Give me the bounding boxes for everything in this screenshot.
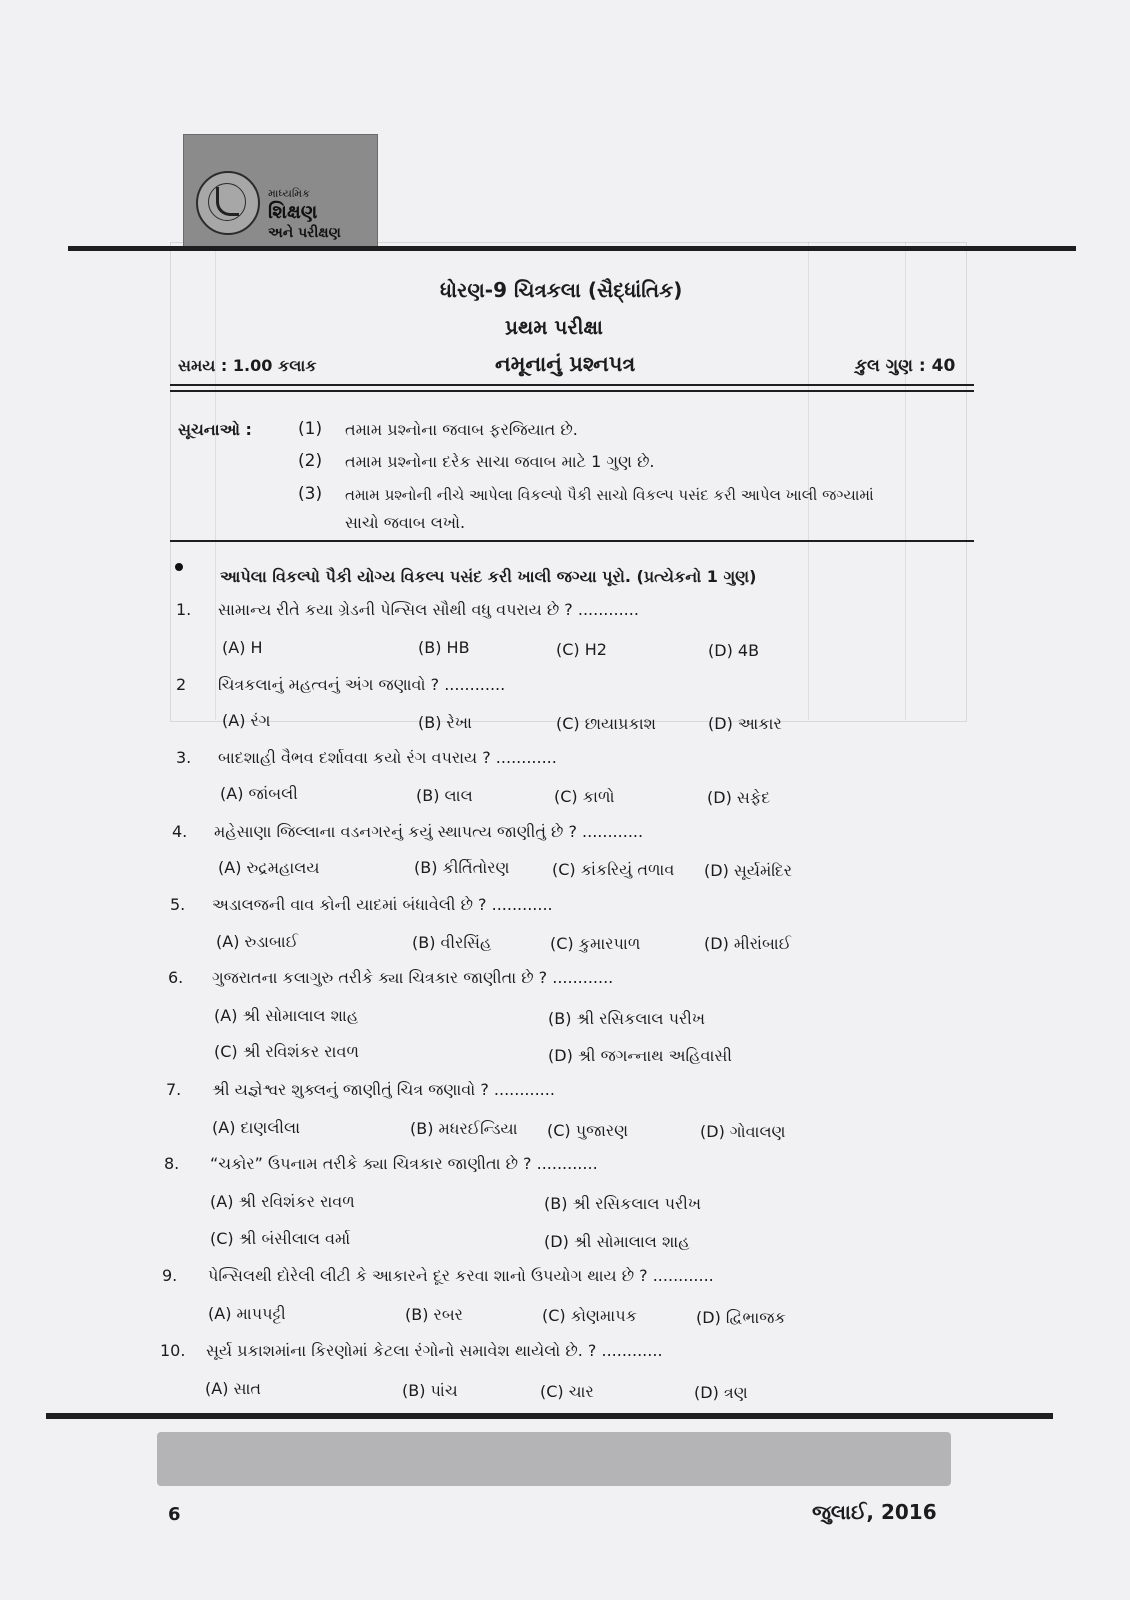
issue-date: જુલાઈ, 2016 <box>812 1500 937 1524</box>
option-c: (C) ચાર <box>540 1382 594 1401</box>
instruction-number: (3) <box>298 484 323 504</box>
instruction-text: તમામ પ્રશ્નોની નીચે આપેલા વિકલ્પો પૈકી સાચો વિકલ્પ પસંદ કરી આપેલ ખાલી જગ્યામાં <box>345 486 874 504</box>
question-number: 5. <box>170 895 186 914</box>
publication-logo <box>183 134 378 251</box>
option-c: (C) કુમારપાળ <box>550 934 641 953</box>
option-b: (B) લાલ <box>416 786 473 805</box>
option-a: (A) H <box>222 638 263 657</box>
option-d: (D) ગોવાલણ <box>700 1122 786 1141</box>
option-d: (D) 4B <box>708 641 760 660</box>
bleed-through-line <box>215 242 216 720</box>
bullet-icon <box>175 563 183 571</box>
divider <box>170 390 974 392</box>
total-marks: કુલ ગુણ : 40 <box>855 356 956 376</box>
question-number: 8. <box>164 1154 180 1173</box>
option-b: (B) મધરઈન્ડિયા <box>410 1119 518 1138</box>
option-b: (B) રેખા <box>418 713 472 732</box>
option-d: (D) આકાર <box>708 714 782 733</box>
option-d: (D) શ્રી સોમાલાલ શાહ <box>544 1232 690 1251</box>
question-text: સૂર્ય પ્રકાશમાંના કિરણોમાં કેટલા રંગોનો સમાવેશ થાયેલો છે. ? ............ <box>206 1341 663 1360</box>
option-b: (B) શ્રી રસિકલાલ પરીખ <box>544 1194 701 1213</box>
question-text: ચિત્રકલાનું મહત્વનું અંગ જણાવો ? ............ <box>218 675 506 694</box>
time-allowed: સમય : 1.00 કલાક <box>178 356 317 375</box>
option-b: (B) શ્રી રસિકલાલ પરીખ <box>548 1009 705 1028</box>
instruction-text: તમામ પ્રશ્નોના જવાબ ફરજિયાત છે. <box>345 420 578 439</box>
question-number: 1. <box>176 600 192 619</box>
question-text: બાદશાહી વૈભવ દર્શાવવા કયો રંગ વપરાય ? ............ <box>218 748 557 767</box>
question-number: 6. <box>168 968 184 987</box>
question-number: 2 <box>176 675 187 694</box>
option-a: (A) જાંબલી <box>220 784 298 803</box>
option-a: (A) શ્રી રવિશંકર રાવળ <box>210 1192 355 1211</box>
question-number: 10. <box>160 1341 186 1360</box>
exam-subtitle: પ્રથમ પરીક્ષા <box>505 315 603 339</box>
option-c: (C) કાંકરિયું તળાવ <box>552 860 675 879</box>
option-c: (C) છાયાપ્રકાશ <box>556 714 656 733</box>
option-d: (D) શ્રી જગન્નાથ અહિવાસી <box>548 1046 732 1065</box>
question-number: 3. <box>176 748 192 767</box>
footer-band <box>157 1432 951 1486</box>
option-a: (A) રુદ્રમહાલય <box>218 858 320 877</box>
instruction-text: તમામ પ્રશ્નોના દરેક સાચા જવાબ માટે 1 ગુણ છે. <box>345 452 655 471</box>
option-a: (A) શ્રી સોમાલાલ શાહ <box>214 1006 359 1025</box>
paper-type: નમૂનાનું પ્રશ્નપત્ર <box>495 352 636 376</box>
instruction-text-continued: સાચો જવાબ લખો. <box>345 513 466 532</box>
divider <box>170 540 974 542</box>
question-number: 9. <box>162 1266 178 1285</box>
option-c: (C) શ્રી રવિશંકર રાવળ <box>214 1042 359 1061</box>
option-a: (A) સાત <box>205 1379 262 1398</box>
bleed-through-line <box>808 242 809 720</box>
logo-line-3: અને પરીક્ષણ <box>268 225 341 241</box>
question-text: સામાન્ય રીતે કયા ગ્રેડની પેન્સિલ સૌથી વધુ વપરાય છે ? ............ <box>218 600 639 619</box>
option-a: (A) રંગ <box>222 711 271 730</box>
page-number: 6 <box>168 1504 181 1525</box>
section-heading: આપેલા વિકલ્પો પૈકી યોગ્ય વિકલ્પ પસંદ કરી ખાલી જગ્યા પૂરો. (પ્રત્યેકનો 1 ગુણ) <box>220 567 757 586</box>
instructions-label: સૂચનાઓ : <box>178 420 252 439</box>
logo-line-1: માધ્યમિક <box>268 187 310 200</box>
seal-icon <box>196 171 260 235</box>
instruction-number: (2) <box>298 451 323 471</box>
question-text: શ્રી યજ્ઞેશ્વર શુક્લનું જાણીતું ચિત્ર જણાવો ? ............ <box>212 1080 555 1099</box>
option-a: (A) માપપટ્ટી <box>208 1304 286 1323</box>
footer-rule <box>46 1413 1053 1419</box>
option-b: (B) રબર <box>405 1305 463 1324</box>
question-text: ગુજરાતના કલાગુરુ તરીકે ક્યા ચિત્રકાર જાણીતા છે ? ............ <box>212 968 614 987</box>
question-text: પેન્સિલથી દોરેલી લીટી કે આકારને દૂર કરવા શાનો ઉપયોગ થાય છે ? ............ <box>208 1266 714 1285</box>
option-c: (C) પુજારણ <box>547 1121 629 1140</box>
option-b: (B) HB <box>418 638 470 657</box>
option-b: (B) વીરસિંહ <box>412 933 492 952</box>
header-rule <box>68 246 1076 251</box>
exam-title: ધોરણ-9 ચિત્રકલા (સૈદ્ધાંતિક) <box>440 278 683 302</box>
option-c: (C) કોણમાપક <box>542 1306 637 1325</box>
bleed-through-line <box>905 242 906 720</box>
option-d: (D) સફેદ <box>707 788 771 807</box>
option-b: (B) પાંચ <box>402 1381 458 1400</box>
question-number: 7. <box>166 1080 182 1099</box>
divider <box>170 384 974 386</box>
question-number: 4. <box>172 822 188 841</box>
option-d: (D) મીરાંબાઈ <box>704 934 792 953</box>
option-a: (A) દાણલીલા <box>212 1118 301 1137</box>
option-d: (D) સૂર્યમંદિર <box>704 861 793 880</box>
option-c: (C) કાળો <box>554 787 615 806</box>
option-c: (C) શ્રી બંસીલાલ વર્મા <box>210 1229 351 1248</box>
option-b: (B) કીર્તિતોરણ <box>414 858 510 877</box>
option-d: (D) દ્વિભાજક <box>696 1308 786 1327</box>
instruction-number: (1) <box>298 419 323 439</box>
question-text: અડાલજની વાવ કોની યાદમાં બંધાવેલી છે ? ............ <box>212 895 553 914</box>
question-text: “ચકોર” ઉપનામ તરીકે ક્યા ચિત્રકાર જાણીતા છે ? ............ <box>210 1154 598 1173</box>
option-c: (C) H2 <box>556 640 607 659</box>
logo-line-2: શિક્ષણ <box>268 201 318 223</box>
option-d: (D) ત્રણ <box>694 1383 748 1402</box>
option-a: (A) રુડાબાઈ <box>216 932 299 951</box>
question-text: મહેસાણા જિલ્લાના વડનગરનું કયું સ્થાપત્ય જાણીતું છે ? ............ <box>214 822 644 841</box>
